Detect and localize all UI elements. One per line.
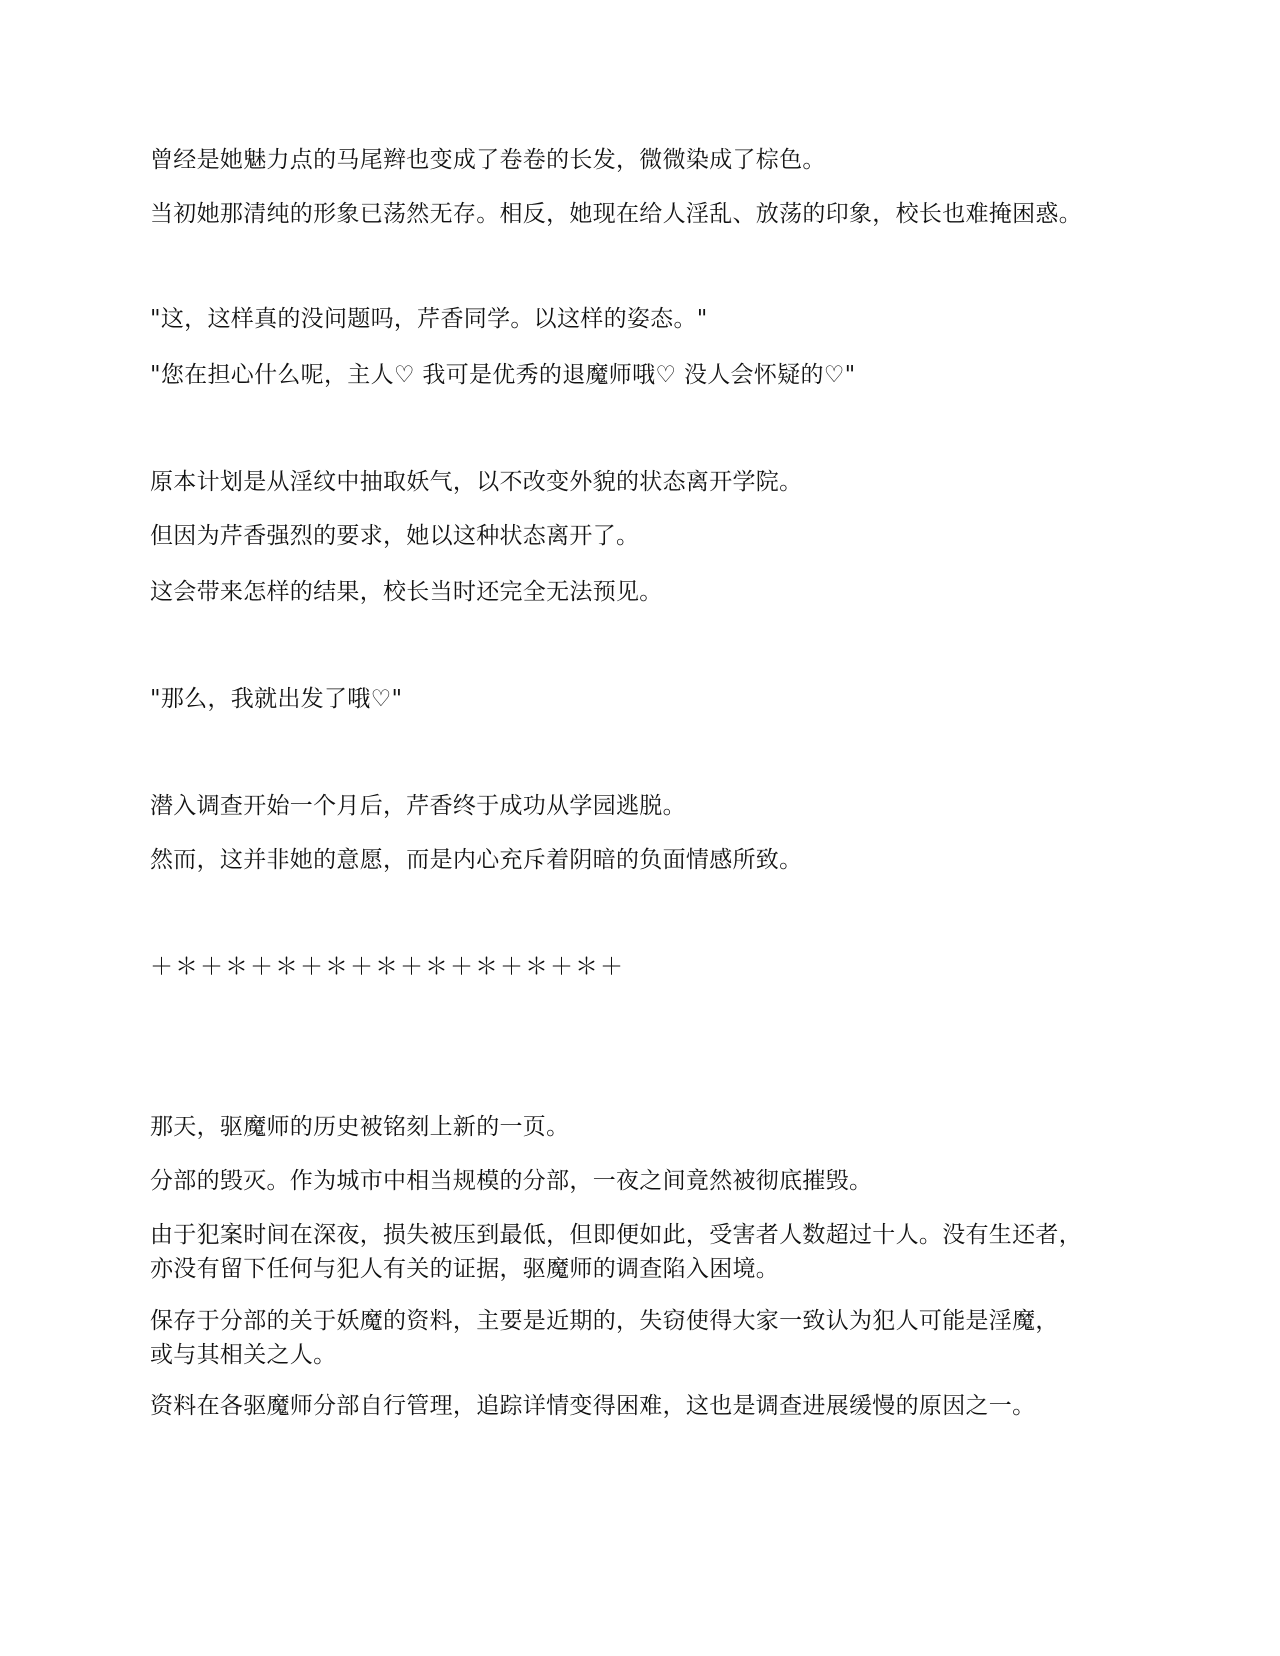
paragraph-victims	[150, 1218, 1140, 1286]
paragraph-escape: 潜入调查开始一个月后，芹香终于成功从学园逃脱。	[150, 793, 686, 819]
paragraph-branch-destroyed: 分部的毁灭。作为城市中相当规模的分部，一夜之间竟然被彻底摧毁。	[150, 1168, 873, 1194]
paragraph-strong-request: 但因为芹香强烈的要求，她以这种状态离开了。	[150, 523, 640, 549]
paragraph-stolen-materials-line-1: 保存于分部的关于妖魔的资料，主要是近期的，失窃使得大家一致认为犯人可能是淫魔，	[150, 1308, 1059, 1334]
paragraph-not-her-will: 然而，这并非她的意愿，而是内心充斥着阴暗的负面情感所致。	[150, 847, 803, 873]
dialogue-serika: "您在担心什么呢，主人♡ 我可是优秀的退魔师哦♡ 没人会怀疑的♡"	[150, 362, 856, 388]
paragraph-history: 那天，驱魔师的历史被铭刻上新的一页。	[150, 1114, 570, 1140]
paragraph-ponytail: 曾经是她魅力点的马尾辫也变成了卷卷的长发，微微染成了棕色。	[150, 147, 826, 173]
paragraph-original-plan: 原本计划是从淫纹中抽取妖气，以不改变外貌的状态离开学院。	[150, 469, 803, 495]
paragraph-victims-line-1: 由于犯案时间在深夜，损失被压到最低，但即便如此，受害者人数超过十人。没有生还者，	[150, 1222, 1082, 1248]
paragraph-stolen-materials-line-2: 或与其相关之人。	[150, 1342, 337, 1368]
section-divider: ＋＊＋＊＋＊＋＊＋＊＋＊＋＊＋＊＋＊＋	[150, 954, 625, 980]
paragraph-unforeseen: 这会带来怎样的结果，校长当时还完全无法预见。	[150, 579, 663, 605]
paragraph-slow-investigation: 资料在各驱魔师分部自行管理，追踪详情变得困难，这也是调查进展缓慢的原因之一。	[150, 1393, 1036, 1419]
paragraph-image-changed: 当初她那清纯的形象已荡然无存。相反，她现在给人淫乱、放荡的印象，校长也难掩困惑。	[150, 201, 1082, 227]
paragraph-stolen-materials	[150, 1304, 1140, 1372]
dialogue-departure: "那么，我就出发了哦♡"	[150, 686, 403, 712]
paragraph-victims-line-2: 亦没有留下任何与犯人有关的证据，驱魔师的调查陷入困境。	[150, 1256, 780, 1282]
dialogue-principal: "这，这样真的没问题吗，芹香同学。以这样的姿态。"	[150, 306, 708, 332]
